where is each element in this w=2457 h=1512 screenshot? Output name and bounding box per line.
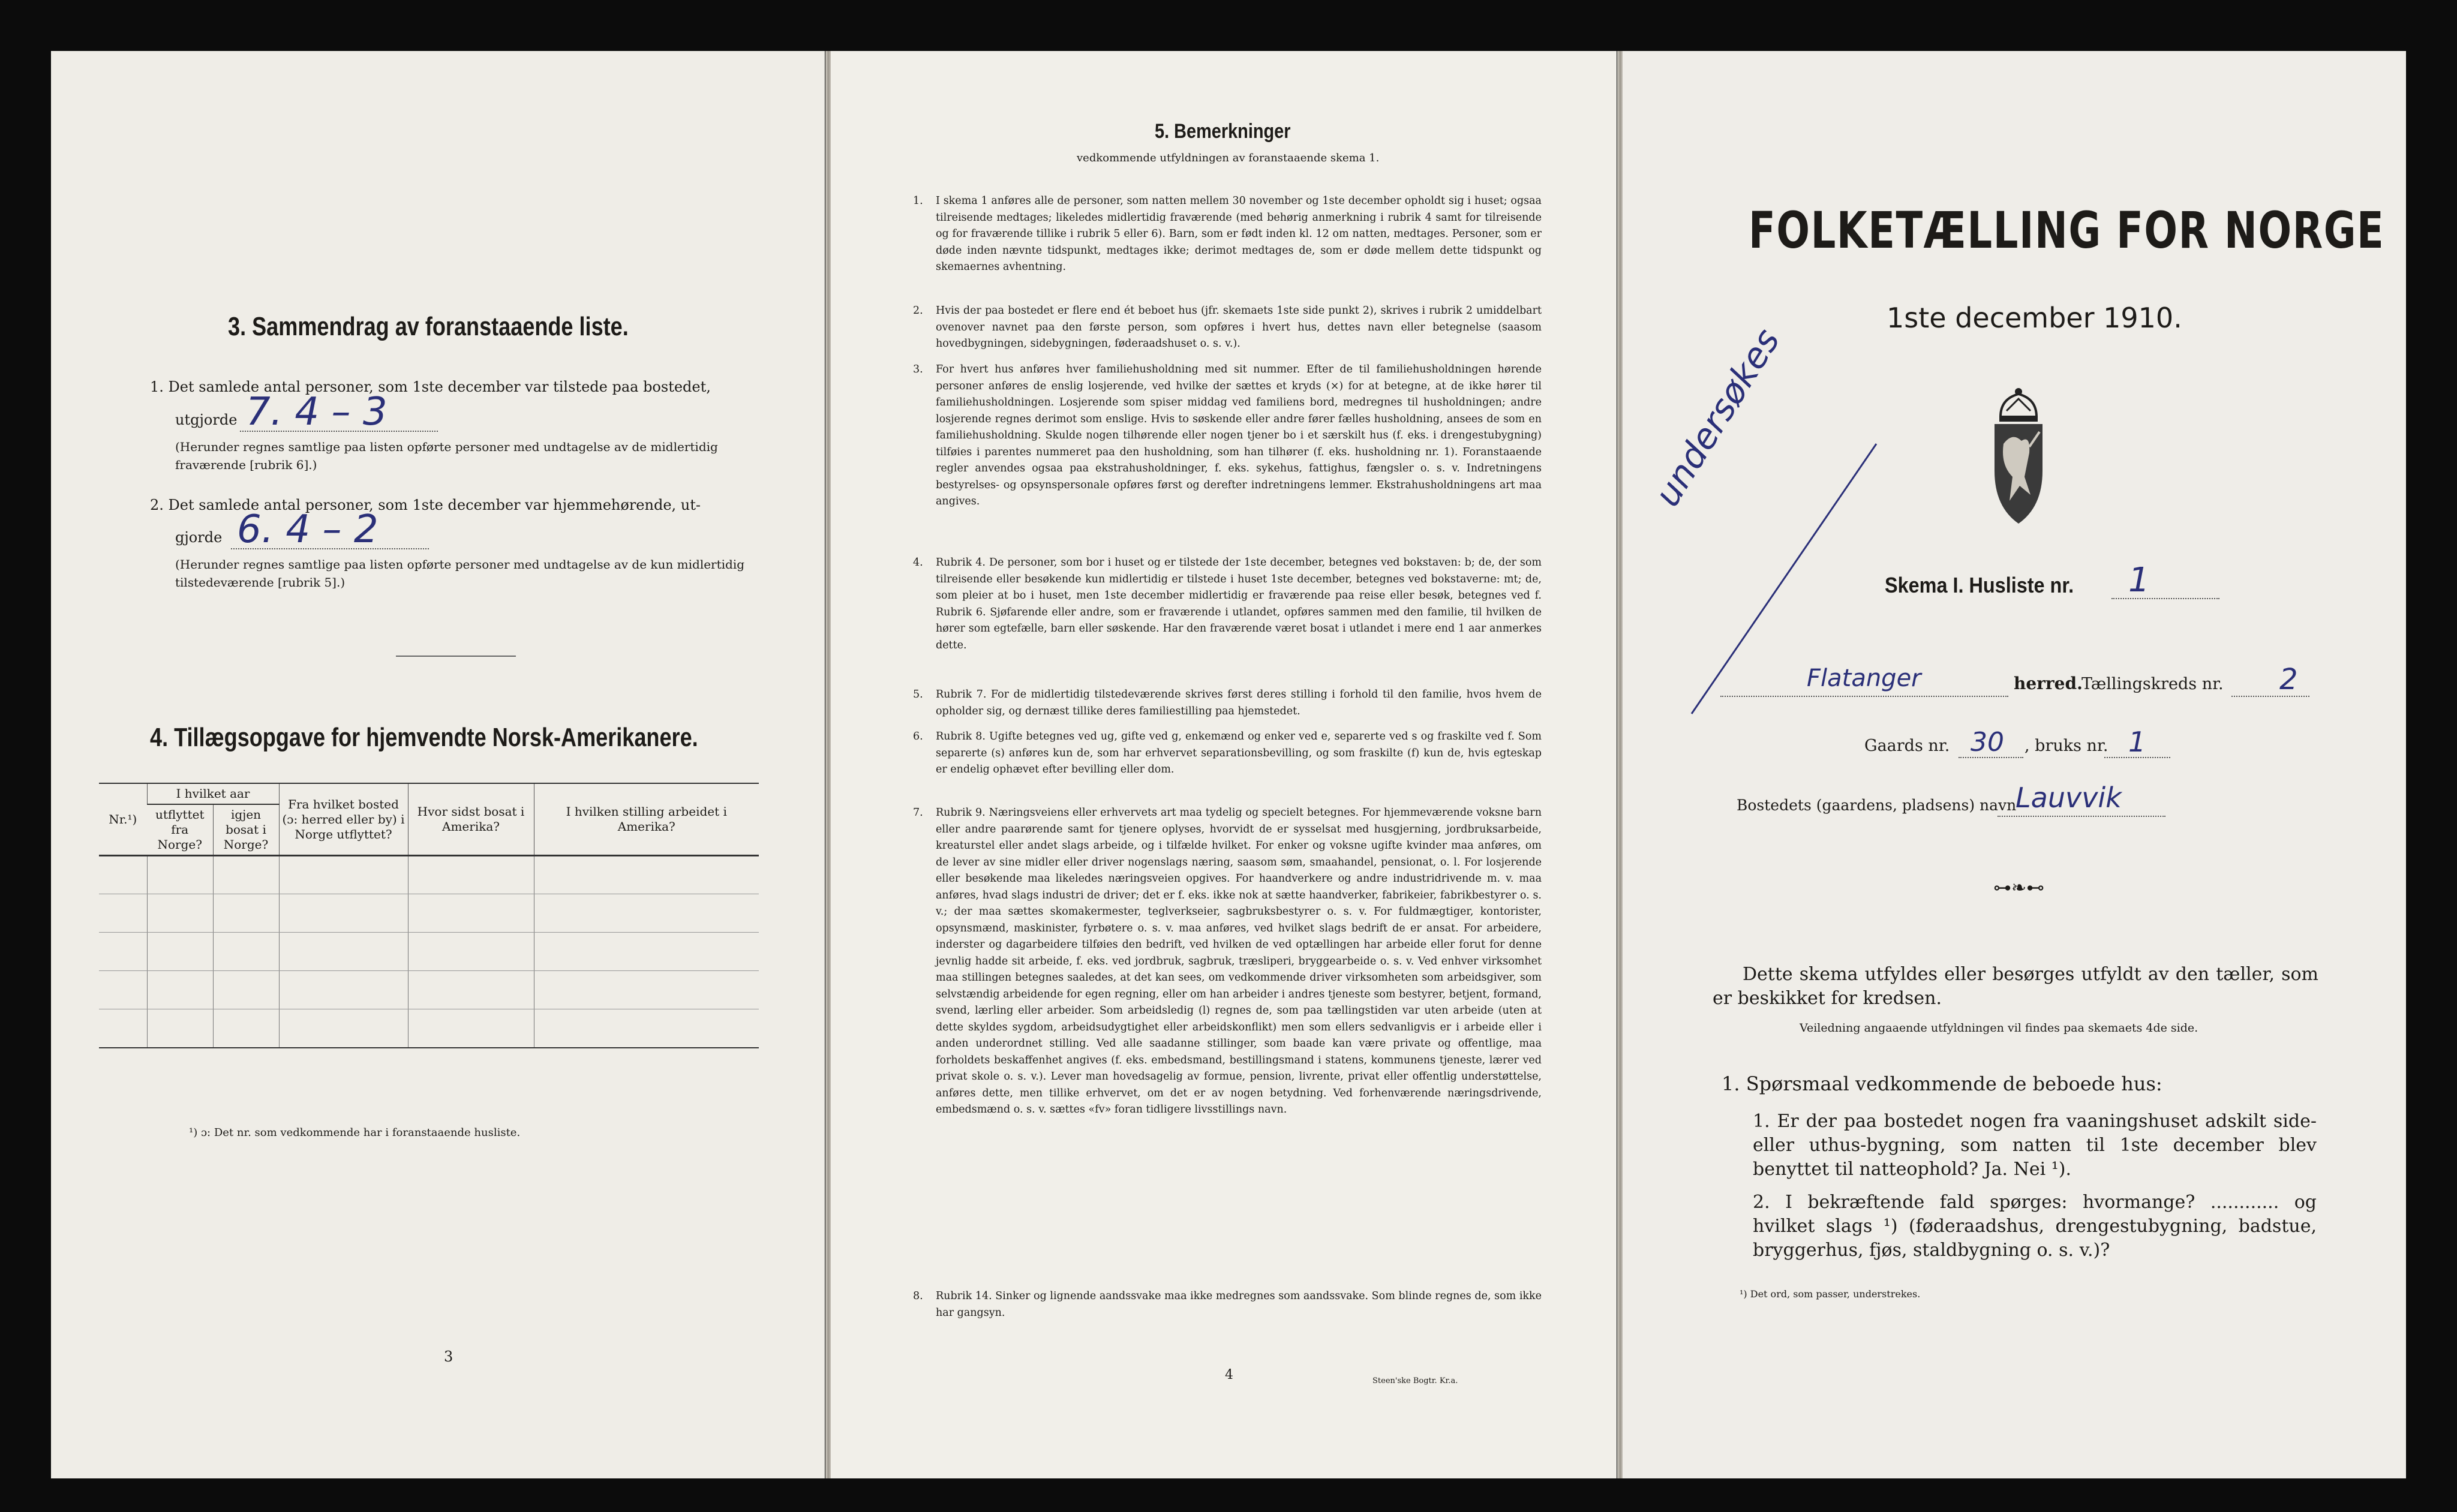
remark-text: Hvis der paa bostedet er flere end ét beboet hus (jfr. skemaets 1ste side punkt 2), skrives i rubrik 2 umiddelbart ovenover navnet paa den første person, som opføres i hvert hus, dettes navn eller betegnelse (saasom hovedbygningen, sidebygningen, føderaadshuset o. s. v.). [936,305,1542,350]
table-cell[interactable] [213,856,279,894]
column-header-nr: Nr.¹) [99,783,147,856]
remark-number: 7. [913,807,923,819]
question-1: 1. Er der paa bostedet nogen fra vaaningshuset adskilt side- eller uthus-bygning, som natten til 1ste december blev benyttet til natteophold? Ja. Nei ¹). [1753,1111,2317,1180]
summary-item-2-note: (Herunder regnes samtlige paa listen opførte personer med undtagelse av de kun midlertidig tilstedeværende [rubrik 5].) [175,557,745,590]
page-3 [51,51,825,1478]
table-cell[interactable] [147,971,213,1009]
coat-of-arms-icon [1983,381,2054,531]
remark-number: 3. [913,363,923,375]
table-row [99,971,759,1009]
census-title: FOLKETÆLLING FOR NORGE [1749,201,2385,260]
skema-label: Skema I. Husliste nr. [1885,573,2074,597]
remark-text: Rubrik 14. Sinker og lignende aandssvake maa ikke medregnes som aandssvake. Som blinde regnes de, som ikke har gangsyn. [936,1290,1542,1319]
returned-emigrants-table [99,783,759,1048]
table-cell[interactable] [147,1009,213,1048]
fill-line [1998,816,2165,817]
page-1-cover [1623,51,2406,1478]
table-row [99,1009,759,1048]
table-cell[interactable] [408,971,534,1009]
remark-text: I skema 1 anføres alle de personer, som natten mellem 30 november og 1ste december opholdt sig i huset; ogsaa tilreisende medtages; likeledes midlertidig fraværende (med behørig anmerkning i rubrik 4 samt for tilreisende og for fraværende tillike i rubrik 5 eller 6). Barn, som er født inden kl. 12 om natten, medtages. Personer, som er døde inden nævnte tidspunkt, medtages ikke; derimot medtages de, som er døde mellem dette tidspunkt og skemaernes avhentning. [936,195,1542,273]
table-cell[interactable] [213,1009,279,1048]
column-header-returned: igjen bosat i Norge? [213,804,279,856]
summary-item-2: 2. Det samlede antal personer, som 1ste december var hjemmehørende, ut- [150,497,701,513]
table-cell[interactable] [408,894,534,933]
summary-item-2-prefix: gjorde [175,529,223,546]
column-header-america-occupation: I hvilken stilling arbeidet i Amerika? [534,783,759,856]
table-cell[interactable] [147,894,213,933]
table-cell[interactable] [99,1009,147,1048]
question-2: 2. I bekræftende fald spørges: hvormange? ............ og hvilket slags ¹) (føderaadshus, drengestubygning, badstue, bryggerhus, fjøs, staldbygning o. s. v.)? [1753,1192,2317,1261]
remark-number: 5. [913,689,923,701]
remark-text: Rubrik 7. For de midlertidig tilstedeværende skrives først deres stilling i forhold til den familie, hvos hvem de opholder sig, og dernæst tillike deres familiestilling paa hjemstedet. [936,689,1542,717]
herred-label: herred. [2014,674,2083,693]
remark-text: Rubrik 8. Ugifte betegnes ved ug, gifte ved g, enkemænd og enker ved e, separerte ved s og fraskilte ved f. Som separerte (s) anføres kun de, som har erhvervet separationsbevilling, og som fraskilte (f) kun de, hvis egteskap er endelig ophævet efter bevilling eller dom. [936,731,1542,775]
table-cell[interactable] [213,971,279,1009]
table-row [99,933,759,971]
fill-line [2111,598,2219,599]
remark-item-2 [913,303,1542,353]
diagonal-handwritten-note: undersøkes [1647,321,1788,514]
remark-item-5 [913,687,1542,720]
table-cell[interactable] [534,933,759,971]
column-header-emigrated: utflyttet fra Norge? [147,804,213,856]
herred-name: Flatanger [1807,665,1921,692]
gaards-number: 30 [1971,727,2004,757]
form-footnote: ¹) Det ord, som passer, understrekes. [1740,1288,1921,1300]
table-cell[interactable] [99,933,147,971]
kreds-number: 2 [2279,663,2298,696]
table-cell[interactable] [147,856,213,894]
handwritten-count-resident: 6. 4 – 2 [237,507,379,552]
husliste-number: 1 [2128,561,2150,600]
remark-item-4 [913,555,1542,654]
table-cell[interactable] [99,971,147,1009]
table-cell[interactable] [408,933,534,971]
bosted-name: Lauvvik [2016,781,2122,814]
fill-line [1720,696,2008,697]
table-row [99,894,759,933]
table-cell[interactable] [534,894,759,933]
table-cell[interactable] [213,894,279,933]
remark-number: 6. [913,731,923,743]
table-cell[interactable] [279,933,408,971]
bruks-label: , bruks nr. [2025,737,2108,755]
summary-item-1: 1. Det samlede antal personer, som 1ste december var tilstede paa bostedet, [150,378,711,395]
table-cell[interactable] [534,856,759,894]
table-cell[interactable] [279,894,408,933]
fill-line [1959,757,2023,758]
page-number-3: 3 [444,1348,453,1365]
summary-item-1-prefix: utgjorde [175,411,238,428]
page-number-4: 4 [1225,1367,1233,1382]
remark-number: 4. [913,557,923,569]
fill-line [2231,696,2309,697]
remark-item-1 [913,193,1542,276]
table-cell[interactable] [213,933,279,971]
table-cell[interactable] [408,1009,534,1048]
section-4-title: 4. Tillægsopgave for hjemvendte Norsk-Amerikanere. [150,723,698,752]
kreds-label: Tællingskreds nr. [2081,675,2224,693]
handwritten-count-present: 7. 4 – 3 [246,390,388,434]
remark-item-6 [913,729,1542,778]
remark-item-7 [913,805,1542,1119]
table-cell[interactable] [279,971,408,1009]
form-guidance: Veiledning angaaende utfyldningen vil findes paa skemaets 4de side. [1800,1021,2198,1035]
bruks-number: 1 [2128,726,2146,758]
divider [396,656,516,657]
fill-line [231,548,429,549]
section-3-title: 3. Sammendrag av foranstaaende liste. [228,312,629,341]
table-cell[interactable] [534,971,759,1009]
remark-text: Rubrik 4. De personer, som bor i huset og er tilstede der 1ste december, betegnes ved bokstaven: b; de, der som tilreisende eller besøkende kun midlertidig er tilstede i huset 1ste december, betegnes ved bokstaverne: mt; de, som pleier at bo i huset, men 1ste december midlertidig er fraværende paa reise eller besøk, betegnes ved f. Rubrik 6. Sjøfarende eller andre, som er fraværende i utlandet, opføres sammen med den familie, til hvilken de hører som egtefælle, barn eller søskende. Har den fraværende været bosat i utlandet i mere end 1 aar anmerkes dette. [936,557,1542,651]
table-cell[interactable] [99,856,147,894]
gaards-label: Gaards nr. [1864,737,1950,755]
summary-item-1-note: (Herunder regnes samtlige paa listen opførte personer med undtagelse av de midlertidig fraværende [rubrik 6].) [175,440,718,472]
table-cell[interactable] [279,856,408,894]
fill-line [240,431,438,432]
bosted-label: Bostedets (gaardens, pladsens) navn [1737,796,2017,814]
remark-number: 1. [913,195,923,207]
remark-number: 8. [913,1290,923,1302]
remark-number: 2. [913,305,923,317]
column-group-header-year: I hvilket aar [147,783,279,804]
remarks-subtitle: vedkommende utfyldningen av foranstaaende skema 1. [1077,152,1380,164]
table-footnote: ¹) ɔ: Det nr. som vedkommende har i foranstaaende husliste. [189,1126,521,1139]
remark-text: For hvert hus anføres hver familiehusholdning med sit nummer. Efter de til familiehusholdningen hørende personer anføres de enslig losjerende, ved hvilke der sættes et kryds (×) for at betegne, at de ikke hører til familiehusholdningen. Losjerende som spiser middag ved familiens bord, medregnes til husholdningen; andre losjerende regnes derimot som enslige. Hvis to søskende eller andre fører fælles husholdning, ansees de som en familiehusholdning. Skulde nogen tilhørende eller nogen tjener bo i et særskilt hus (f. eks. i drengestubygning) tilføies i parentes nummeret paa den husholdning, som han tilhører (f. eks. husholdning nr. 1). Foranstaaende regler anvendes ogsaa paa ekstrahusholdninger, f. eks. sykehus, fattighus, fængsler o. s. v. Indretningens bestyrelses- og opsynspersonale opføres først og derefter indretningens lemmer. Ekstrahusholdningens art maa angives. [936,363,1542,507]
fill-line [2104,757,2170,758]
table-cell[interactable] [534,1009,759,1048]
remark-item-8 [913,1288,1542,1321]
remarks-title: 5. Bemerkninger [1155,120,1291,143]
question-header: 1. Spørsmaal vedkommende de beboede hus: [1722,1072,2162,1095]
table-cell[interactable] [99,894,147,933]
table-cell[interactable] [147,933,213,971]
table-cell[interactable] [279,1009,408,1048]
printer-mark: Steen'ske Bogtr. Kr.a. [1372,1376,1458,1385]
census-date: 1ste december 1910. [1887,302,2182,334]
remark-text: Rubrik 9. Næringsveiens eller erhvervets art maa tydelig og specielt betegnes. For hjemmeværende voksne barn eller andre paarørende samt for tjenere oplyses, hvorvidt de er sysselsat med husgjerning, jordbruksarbeide, kreaturstel eller andet slags arbeide, og i tilfælde hvilket. For enker og voksne ugifte kvinder maa anføres, om de lever av sine midler eller driver nogenslags næring, saasom søm, smaahandel, pensionat, o. l. For losjerende eller besøkende maa likeledes næringsveien opgives. For haandverkere og andre industridrivende m. v. maa anføres, hvad slags industri de driver; det er f. eks. ikke nok at sætte haandverker, fabrikeier, fabrikbestyrer o. s. v.; der maa sættes skomakermester, teglverkseier, sagbruksbestyrer o. s. v. For fuldmægtiger, kontorister, opsynsmænd, maskinister, fyrbøtere o. s. v. maa anføres, ved hvilket slags bedrift de er ansat. For arbeidere, inderster og dagarbeidere tilføies den bedrift, ved hvilken de ved optællingen har arbeide eller forut for denne jevnlig hadde sit arbeide, f. eks. ved jordbruk, sagbruk, træsliperi, bryggearbeide o. s. v. Ved enhver virksomhet maa stillingen betegnes saaledes, at det kan sees, om vedkommende driver virksomheten som arbeidsgiver, som selvstændig arbeidende for egen regning, eller om han arbeider i andres tjeneste som bestyrer, betjent, formand, svend, lærling eller arbeider. Som arbeidsledig (l) regnes de, som paa tællingstiden var uten arbeide (uten at dette skyldes sygdom, arbeidsudygtighet eller arbeidskonflikt) men som ellers sedvanligvis er i arbeide eller i anden underordnet stilling. Ved alle saadanne stillinger, som baade kan være private og offentlige, maa forholdets beskaffenhet angives (f. eks. embedsmand, bestillingsmand i statens, kommunens tjeneste, lærer ved privat skole o. s. v.). Lever man hovedsagelig av formue, pension, livrente, privat eller offentlig understøttelse, anføres dette, men tillike erhvervet, om det er av nogen betydning. Ved forhenværende næringsdrivende, embedsmænd o. s. v. sættes «fv» foran tidligere livsstillings navn. [936,807,1542,1116]
column-header-origin: Fra hvilket bosted (ɔ: herred eller by) i Norge utflyttet? [279,783,408,856]
column-header-america-residence: Hvor sidst bosat i Amerika? [408,783,534,856]
form-intro: Dette skema utfyldes eller besørges utfyldt av den tæller, som er beskikket for kredsen. [1713,964,2318,1009]
table-cell[interactable] [408,856,534,894]
table-row [99,856,759,894]
ornament-divider: ⊶❧⊷ [1993,877,2045,898]
remark-item-3 [913,362,1542,510]
